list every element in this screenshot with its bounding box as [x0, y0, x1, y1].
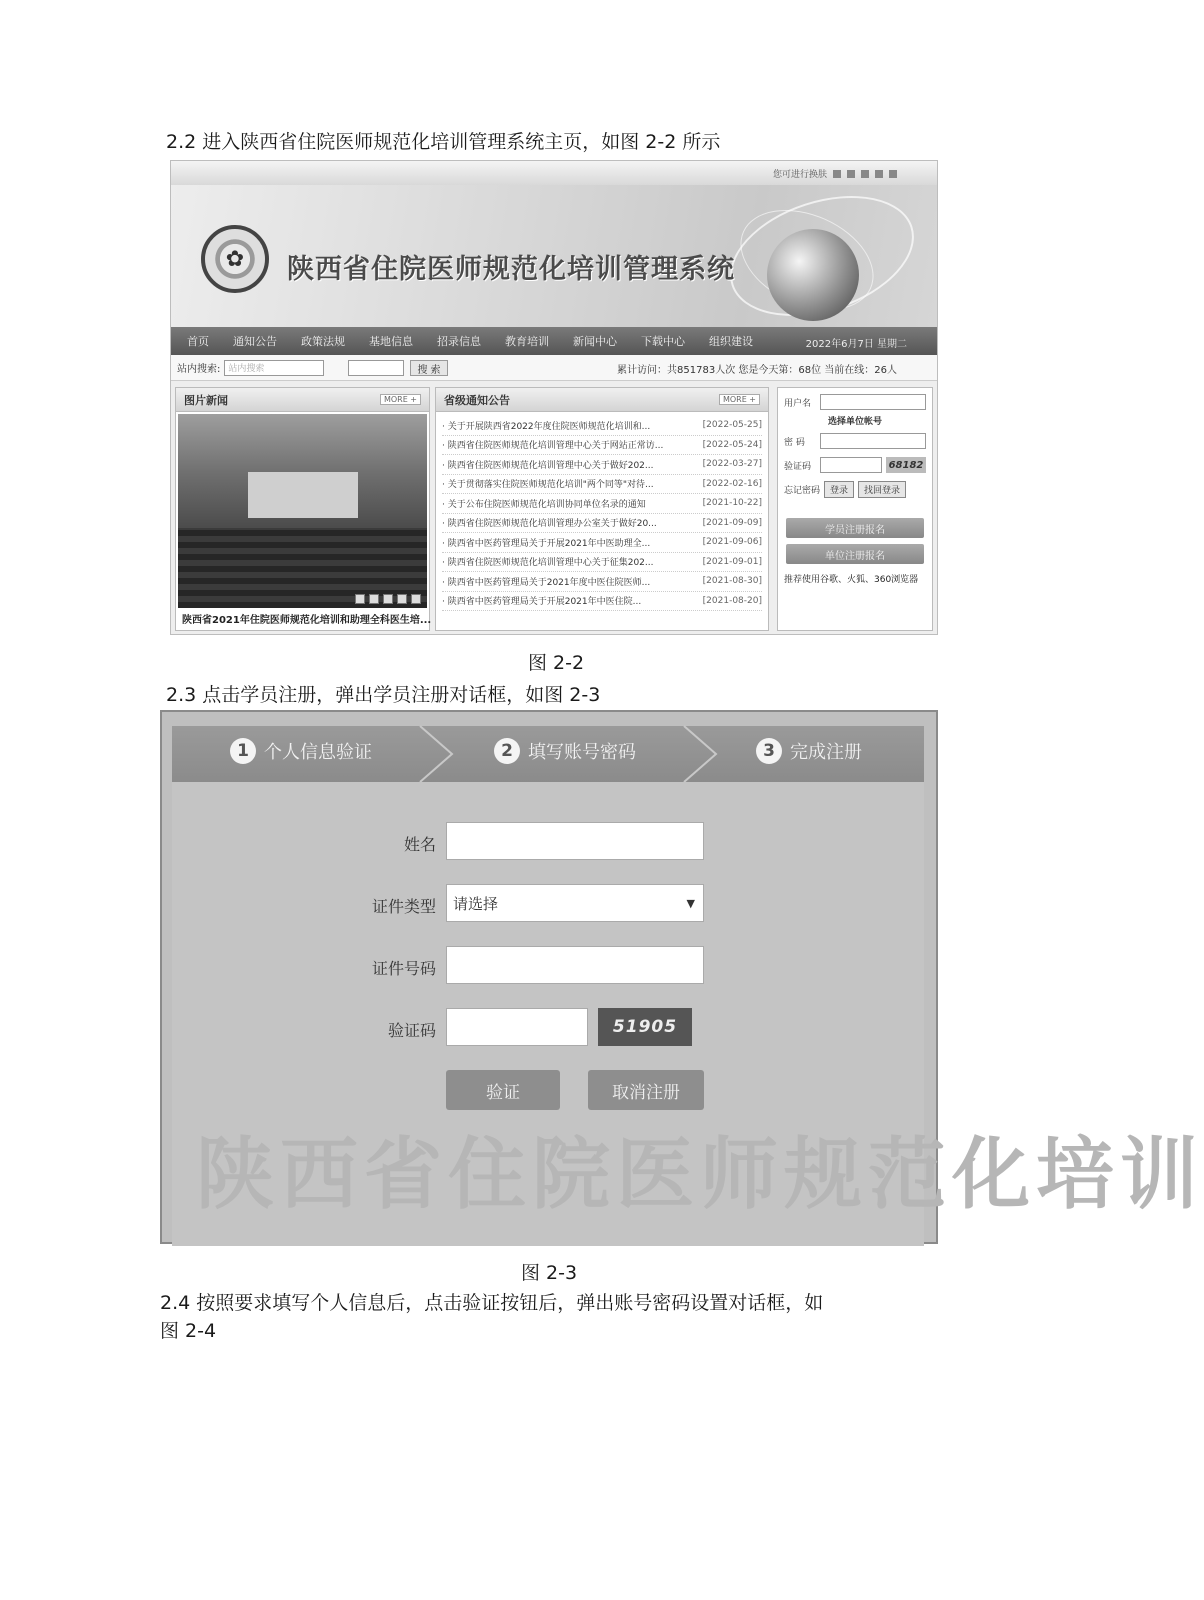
paragraph-2-4: 2.4 按照要求填写个人信息后，点击验证按钮后，弹出账号密码设置对话框，如: [160, 1292, 824, 1314]
more-link[interactable]: MORE +: [380, 394, 421, 405]
list-item[interactable]: · 陕西省中医药管理局关于2021年度中医住院医师... [2021-08-30]: [442, 572, 762, 592]
captcha-label: 验证码: [784, 461, 812, 472]
login-button[interactable]: 登录: [824, 481, 854, 498]
captcha-image[interactable]: 51905: [598, 1008, 692, 1046]
paragraph-2-2: 2.2 进入陕西省住院医师规范化培训管理系统主页，如图 2-2 所示: [166, 131, 721, 153]
photo-news-title: 图片新闻: [184, 393, 228, 407]
nav-item-news[interactable]: 新闻中心: [573, 335, 617, 348]
captcha-label: 验证码: [387, 1021, 436, 1040]
recover-login-button[interactable]: 找回登录: [858, 481, 906, 498]
skin-label: 您可进行换肤: [772, 170, 827, 180]
captcha-input[interactable]: [820, 457, 882, 473]
skin-swatch-icon[interactable]: [889, 170, 897, 178]
form-panel: [172, 782, 1204, 1246]
username-input[interactable]: [820, 394, 926, 410]
figure-2-2-homepage-screenshot: [170, 160, 938, 635]
search-button[interactable]: 搜 索: [410, 360, 447, 376]
notice-panel: [435, 387, 769, 631]
step-label: 完成注册: [790, 742, 862, 763]
slide-pager: [355, 594, 421, 604]
step-number: 2: [494, 738, 520, 764]
nav-item-downloads[interactable]: 下载中心: [641, 335, 685, 348]
paragraph-2-4-continued: 图 2-4: [160, 1320, 217, 1342]
name-label: 姓名: [403, 835, 436, 854]
notice-list: [436, 412, 768, 615]
skin-swatch-icon[interactable]: [861, 170, 869, 178]
password-label: 密 码: [784, 437, 805, 448]
photo-caption[interactable]: 陕西省2021年住院医师规范化培训和助理全科医生培...: [182, 615, 432, 626]
slide-dot[interactable]: [355, 594, 365, 604]
unit-register-button[interactable]: 单位注册报名: [786, 544, 924, 564]
caption-2-2: 图 2-2: [528, 652, 585, 674]
paragraph-2-3: 2.3 点击学员注册，弹出学员注册对话框，如图 2-3: [166, 684, 601, 706]
main-nav: [171, 327, 937, 355]
browser-tip: 推荐使用谷歌、火狐、360浏览器: [784, 575, 919, 585]
photo-news-panel: [175, 387, 430, 631]
forgot-password-link[interactable]: 忘记密码: [784, 486, 821, 496]
search-row: [171, 355, 937, 381]
id-type-value: 请选择: [453, 894, 499, 913]
header-banner: [171, 185, 937, 327]
list-item[interactable]: · 陕西省住院医师规范化培训管理中心关于征集202... [2021-09-01]: [442, 553, 762, 573]
skin-swatch-icon[interactable]: [833, 170, 841, 178]
id-number-input[interactable]: [446, 946, 704, 984]
list-item[interactable]: · 陕西省住院医师规范化培训管理中心关于网站正常访... [2022-05-24]: [442, 436, 762, 456]
step-label: 填写账号密码: [528, 742, 636, 763]
nav-item-organization[interactable]: 组织建设: [709, 335, 753, 348]
skin-swatch-icon[interactable]: [875, 170, 883, 178]
id-type-label: 证件类型: [371, 897, 436, 916]
nav-item-bases[interactable]: 基地信息: [369, 335, 413, 348]
step-divider-icon: [682, 726, 722, 782]
figure-2-3-registration-dialog: [160, 710, 1204, 1244]
slide-dot[interactable]: [411, 594, 421, 604]
slide-dot[interactable]: [383, 594, 393, 604]
skin-swatch-icon[interactable]: [847, 170, 855, 178]
search-input[interactable]: 站内搜索: [224, 360, 324, 376]
captcha-image[interactable]: 68182: [886, 457, 926, 473]
step-number: 1: [230, 738, 256, 764]
search-scope-select[interactable]: [348, 360, 404, 376]
system-title: 陕西省住院医师规范化培训管理系统: [287, 254, 735, 285]
notice-title: 省级通知公告: [444, 393, 510, 407]
dropdown-arrow-icon: ▼: [686, 897, 695, 910]
caption-2-3: 图 2-3: [521, 1262, 578, 1284]
current-date: 2022年6月7日 星期二: [805, 339, 907, 350]
step-indicator: [172, 726, 924, 782]
list-item[interactable]: · 关于开展陕西省2022年度住院医师规范化培训和... [2022-05-25]: [442, 416, 762, 436]
list-item[interactable]: · 关于贯彻落实住院医师规范化培训"两个同等"对待... [2022-02-16]: [442, 475, 762, 495]
skin-switcher[interactable]: [773, 167, 897, 180]
watermark: 陕西省住院医师规范化培训: [196, 1130, 1204, 1220]
password-input[interactable]: [820, 433, 926, 449]
name-input[interactable]: [446, 822, 704, 860]
verify-button[interactable]: 验证: [446, 1070, 560, 1110]
nav-item-notices[interactable]: 通知公告: [233, 335, 277, 348]
student-register-button[interactable]: 学员注册报名: [786, 518, 924, 538]
projection-screen: [248, 472, 358, 518]
username-label: 用户名: [784, 398, 812, 409]
nav-item-home[interactable]: 首页: [187, 335, 209, 348]
globe-icon: [767, 229, 859, 321]
slide-dot[interactable]: [369, 594, 379, 604]
nav-item-recruitment[interactable]: 招录信息: [437, 335, 481, 348]
step-1: [230, 738, 372, 764]
login-panel: [777, 387, 933, 631]
id-number-label: 证件号码: [371, 959, 436, 978]
more-link[interactable]: MORE +: [719, 394, 760, 405]
step-divider-icon: [418, 726, 458, 782]
list-item[interactable]: · 陕西省住院医师规范化培训管理中心关于做好202... [2022-03-27]: [442, 455, 762, 475]
list-item[interactable]: · 关于公布住院医师规范化培训协同单位名录的通知 [2021-10-22]: [442, 494, 762, 514]
list-item[interactable]: · 陕西省中医药管理局关于开展2021年中医住院... [2021-08-20]: [442, 592, 762, 612]
step-label: 个人信息验证: [264, 742, 372, 763]
cancel-registration-button[interactable]: 取消注册: [588, 1070, 704, 1110]
captcha-input[interactable]: [446, 1008, 588, 1046]
search-label: 站内搜索:: [177, 364, 221, 375]
list-item[interactable]: · 陕西省住院医师规范化培训管理办公室关于做好20... [2021-09-09]: [442, 514, 762, 534]
nav-item-training[interactable]: 教育培训: [505, 335, 549, 348]
panel-header: [436, 388, 768, 412]
select-unit-link[interactable]: 选择单位帐号: [827, 417, 882, 427]
slide-dot[interactable]: [397, 594, 407, 604]
panel-header: [176, 388, 429, 412]
list-item[interactable]: · 陕西省中医药管理局关于开展2021年中医助理全... [2021-09-06]: [442, 533, 762, 553]
step-number: 3: [756, 738, 782, 764]
visitor-stats: 累计访问：共851783人次 您是今天第：68位 当前在线：26人: [617, 365, 897, 376]
emblem-logo: ✿: [201, 225, 269, 293]
nav-item-policies[interactable]: 政策法规: [301, 335, 345, 348]
top-bar: [171, 161, 937, 185]
step-2: [494, 738, 636, 764]
step-3: [756, 738, 862, 764]
id-type-select[interactable]: [446, 884, 704, 922]
news-photo[interactable]: [178, 414, 427, 608]
